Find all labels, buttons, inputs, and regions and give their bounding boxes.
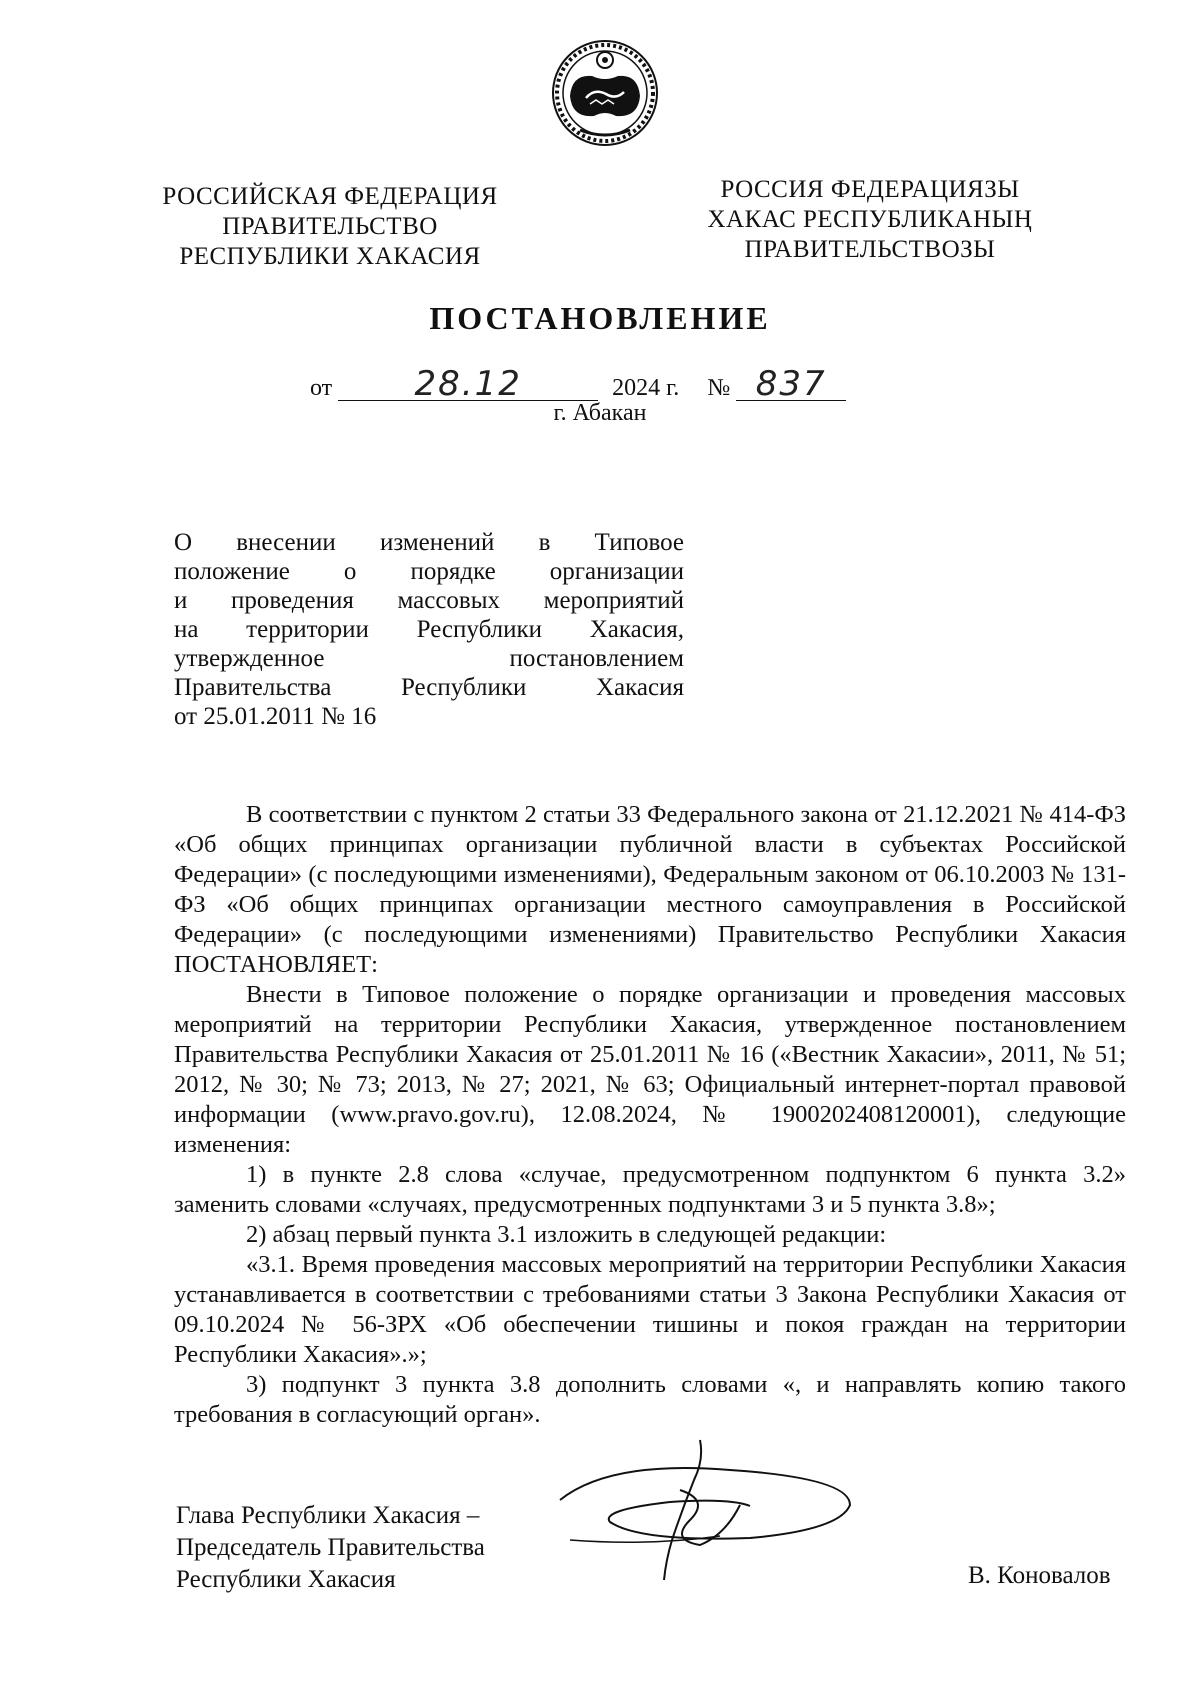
- signer-title-line: Председатель Правительства: [176, 1534, 485, 1561]
- body-paragraph: «3.1. Время проведения массовых мероприятий на территории Республики Хакасия устанавливается в соответствии с требованиями статьи 3 Закона Республики Хакасия от 09.10.2024 № 56-ЗРХ «Об обеспечении тишины и покоя граждан на территории Республики Хакасия».»;: [174, 1251, 1126, 1368]
- subject-line: утвержденное постановлением: [174, 645, 684, 672]
- header-right-line: ПРАВИТЕЛЬСТВОЗЫ: [744, 236, 996, 263]
- document-body: [174, 800, 1126, 1430]
- city-label: г. Абакан: [553, 400, 647, 426]
- subject-line: и проведения массовых мероприятий: [174, 587, 684, 614]
- header-left-line: ПРАВИТЕЛЬСТВО: [222, 213, 438, 240]
- body-paragraph: 1) в пункте 2.8 слова «случае, предусмотренном подпунктом 6 пункта 3.2» заменить словами «случаях, предусмотренных подпунктами 3 и 5 пункта 3.8»;: [174, 1161, 1126, 1218]
- header-right-line: РОССИЯ ФЕДЕРАЦИЯЗЫ: [720, 176, 1020, 203]
- header-left-line: РЕСПУБЛИКИ ХАКАСИЯ: [179, 243, 481, 270]
- coat-of-arms-emblem: [550, 38, 660, 148]
- header-left-line: РОССИЙСКАЯ ФЕДЕРАЦИЯ: [162, 183, 498, 210]
- subject-line: от 25.01.2011 № 16: [174, 703, 377, 730]
- date-prefix: от: [310, 375, 333, 401]
- header-right-khakas: [690, 175, 1050, 265]
- header-right-line: ХАКАС РЕСПУБЛИКАНЫҢ: [707, 206, 1033, 233]
- document-title: ПОСТАНОВЛЕНИЕ: [429, 300, 771, 336]
- body-paragraph: 3) подпункт 3 пункта 3.8 дополнить словами «, и направлять копию такого требования в согласующий орган».: [174, 1371, 1126, 1428]
- header-left-russian: [150, 182, 510, 272]
- date-number-line: [310, 364, 846, 404]
- body-paragraph: В соответствии с пунктом 2 статьи 33 Федерального закона от 21.12.2021 № 414-ФЗ «Об общих принципах организации публичной власти в субъектах Российской Федерации» (с последующими изменениями), Федеральным законом от 06.10.2003 № 131-ФЗ «Об общих принципах организации местного самоуправления в Российской Федерации» (с последующими изменениями) Правительство Республики Хакасия ПОСТАНОВЛЯЕТ:: [174, 801, 1126, 978]
- handwritten-date: 28.12: [338, 368, 598, 401]
- subject-line: О внесении изменений в Типовое: [174, 529, 684, 556]
- signer-name: В. Коновалов: [968, 1562, 1111, 1589]
- date-year: 2024 г.: [612, 375, 680, 401]
- subject-line: положение о порядке организации: [174, 558, 684, 585]
- signer-title-line: Глава Республики Хакасия –: [176, 1502, 480, 1529]
- number-sign: №: [707, 375, 731, 401]
- subject-block: [174, 528, 684, 731]
- body-paragraph: 2) абзац первый пункта 3.1 изложить в следующей редакции:: [246, 1221, 887, 1248]
- subject-line: на территории Республики Хакасия,: [174, 616, 684, 643]
- handwritten-number: 837: [736, 368, 846, 401]
- body-paragraph: Внести в Типовое положение о порядке организации и проведения массовых мероприятий на территории Республики Хакасия, утвержденное постановлением Правительства Республики Хакасия от 25.01.2011 № 16 («Вестник Хакасии», 2011, № 51; 2012, № 30; № 73; 2013, № 27; 2021, № 63; Официальный интернет-портал правовой информации (www.pravo.gov.ru), 12.08.2024, № 1900202408120001), следующие изменения:: [174, 981, 1126, 1158]
- signer-title: [176, 1500, 485, 1596]
- subject-line: Правительства Республики Хакасия: [174, 674, 684, 701]
- handwritten-signature: [550, 1430, 900, 1590]
- signer-title-line: Республики Хакасия: [176, 1566, 396, 1593]
